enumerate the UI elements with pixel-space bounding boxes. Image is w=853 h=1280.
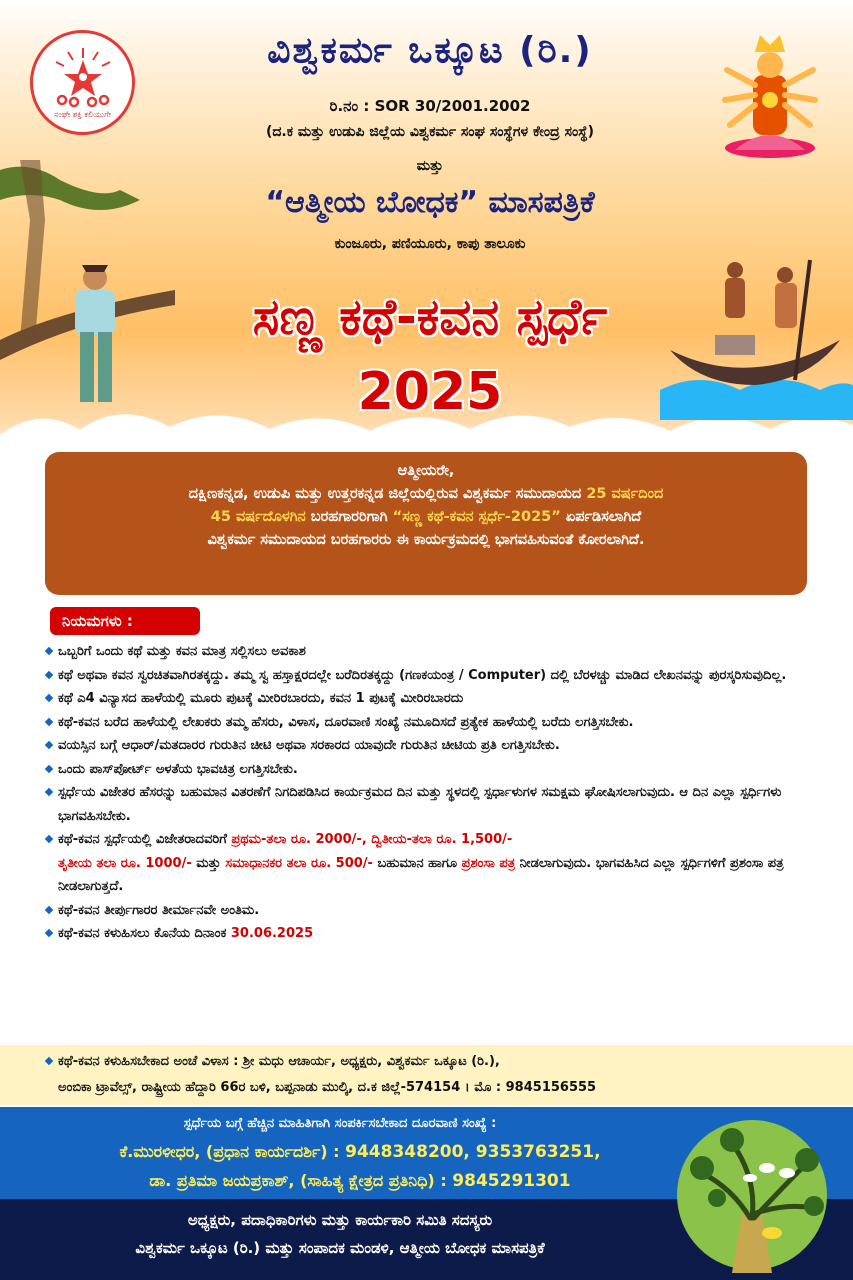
rule-item: ವಯಸ್ಸಿನ ಬಗ್ಗೆ ಆಧಾರ್/ಮತದಾರರ ಗುರುತಿನ ಚೀಟಿ ಅಥವಾ ಸರಕಾರದ ಯಾವುದೇ ಗುರುತಿನ ಚೀಟಿಯ ಪ್ರತಿ ಲಗತ್ತಿಸಬೇಕು. xyxy=(46,734,816,758)
intro-line-1-text: ದಕ್ಷಿಣಕನ್ನಡ, ಉಡುಪಿ ಮತ್ತು ಉತ್ತರಕನ್ನಡ ಜಿಲ್ಲೆಯಲ್ಲಿರುವ ವಿಶ್ವಕರ್ಮ ಸಮುದಾಯದ xyxy=(188,486,587,502)
contact-title: ಸ್ಪರ್ಧೆಯ ಬಗ್ಗೆ ಹೆಚ್ಚಿನ ಮಾಹಿತಿಗಾಗಿ ಸಂಪರ್ಕಿಸಬೇಕಾದ ದೂರವಾಣಿ ಸಂಖ್ಯೆ : xyxy=(183,1116,497,1131)
footer-line-1: ಅಧ್ಯಕ್ಷರು, ಪದಾಧಿಕಾರಿಗಳು ಮತ್ತು ಕಾರ್ಯಕಾರಿ ಸಮಿತಿ ಸದಸ್ಯರು xyxy=(187,1211,493,1229)
intro-line-2 xyxy=(63,506,789,529)
logo-motto: ಸಂಘೇ ಶಕ್ತಿ ಕಲಿಯುಗೇ xyxy=(53,109,112,119)
prizes-and: ಮತ್ತು xyxy=(191,855,226,871)
intro-line-3: ವಿಶ್ವಕರ್ಮ ಸಮುದಾಯದ ಬರಹಗಾರರು ಈ ಕಾರ್ಯಕ್ರಮದಲ್ಲಿ ಭಾಗವಹಿಸುವಂತೆ ಕೋರಲಾಗಿದೆ. xyxy=(207,532,645,548)
rule-item: ಒಬ್ಬರಿಗೆ ಒಂದು ಕಥೆ ಮತ್ತು ಕವನ ಮಾತ್ರ ಸಲ್ಲಿಸಲು ಅವಕಾಶ xyxy=(46,640,816,664)
magazine-name: “ಆತ್ಮೀಯ ಬೋಧಕ” ಮಾಸಪತ್ರಿಕೆ xyxy=(265,185,595,220)
prizes-intro: ಕಥೆ-ಕವನ ಸ್ಪರ್ಧೆಯಲ್ಲಿ ವಿಜೇತರಾದವರಿಗೆ xyxy=(58,832,232,847)
rule-item-prizes xyxy=(46,828,816,899)
rules-list xyxy=(46,640,816,946)
intro-age-to: 45 ವರ್ಷದೊಳಗಿನ xyxy=(210,509,306,525)
contact-2-phone: 9845291301 xyxy=(452,1171,571,1191)
intro-age-from: 25 ವರ್ಷದಿಂದ xyxy=(586,486,664,502)
intro-line-1 xyxy=(63,483,789,506)
and-word: ಮತ್ತು xyxy=(416,158,444,174)
prize-third: ತೃತೀಯ ತಲಾ ರೂ. 1000/- xyxy=(58,855,192,871)
contact-2-name: ಡಾ. ಪ್ರತಿಮಾ ಜಯಪ್ರಕಾಶ್, (ಸಾಹಿತ್ಯ ಕ್ಷೇತ್ರದ ಪ್ರತಿನಿಧಿ) : xyxy=(149,1171,453,1190)
prize-first-second: ಪ್ರಥಮ-ತಲಾ ರೂ. 2000/-, ದ್ವಿತೀಯ-ತಲಾ ರೂ. 1,500/- xyxy=(231,832,513,847)
contest-year: 2025 xyxy=(357,362,503,422)
org-name: ವಿಶ್ವಕರ್ಮ ಒಕ್ಕೂಟ (ರಿ.) xyxy=(267,30,593,71)
prize-consolation: ಸಮಾಧಾನಕರ ತಲಾ ರೂ. 500/- xyxy=(225,855,373,871)
deity-illustration-icon xyxy=(715,30,825,160)
contact-1-name: ಕೆ.ಮುರಳೀಧರ, (ಪ್ರಧಾನ ಕಾರ್ಯದರ್ಶಿ) : xyxy=(119,1142,346,1161)
rule-item: ಕಥೆ-ಕವನ ಬರೆದ ಹಾಳೆಯಲ್ಲಿ ಲೇಖಕರು ತಮ್ಮ ಹೆಸರು, ವಿಳಾಸ, ದೂರವಾಣಿ ಸಂಖ್ಯೆ ನಮೂದಿಸದೆ ಪ್ರತ್ಯೇಕ ಹಾಳೆಯಲ್ಲಿ ಬರೆದು ಲಗತ್ತಿಸಬೇಕು. xyxy=(46,711,816,735)
address-line-1: ಕಥೆ-ಕವನ ಕಳುಹಿಸಬೇಕಾದ ಅಂಚೆ ವಿಳಾಸ : ಶ್ರೀ ಮಧು ಆಚಾರ್ಯ, ಅಧ್ಯಕ್ಷರು, ವಿಶ್ವಕರ್ಮ ಒಕ್ಕೂಟ (ರಿ.), xyxy=(58,1054,500,1069)
rule-item: ಕಥೆ ಅಥವಾ ಕವನ ಸ್ವರಚಿತವಾಗಿರತಕ್ಕದ್ದು. ತಮ್ಮ ಸ್ವ ಹಸ್ತಾಕ್ಷರದಲ್ಲೇ ಬರೆದಿರತಕ್ಕದ್ದು (ಗಣಕಯಂತ್ರ / Computer) ದಲ್ಲಿ ಬೆರಳಚ್ಚು ಮಾಡಿದ ಲೇಖನವನ್ನು ಪುರಸ್ಕರಿಸುವುದಿಲ್ಲ. xyxy=(46,664,816,688)
contact-row-1 xyxy=(40,1142,680,1162)
org-description: (ದ.ಕ ಮತ್ತು ಉಡುಪಿ ಜಿಲ್ಲೆಯ ವಿಶ್ವಕರ್ಮ ಸಂಘ ಸಂಸ್ಥೆಗಳ ಕೇಂದ್ರ ಸಂಸ್ಥೆ) xyxy=(265,124,595,140)
intro-line-2-text: ಬರಹಗಾರರಿಗಾಗಿ xyxy=(305,509,393,525)
registration-number: ರಿ.ನಂ : SOR 30/2001.2002 xyxy=(329,97,531,115)
intro-contest-name: “ಸಣ್ಣ ಕಥೆ-ಕವನ ಸ್ಪರ್ಧೆ-2025” xyxy=(392,509,561,525)
contest-title: ಸಣ್ಣ ಕಥೆ-ಕವನ ಸ್ಪರ್ಧೆ xyxy=(252,288,608,346)
tree-birds-illustration-icon xyxy=(672,1118,832,1273)
rule-item: ಒಂದು ಪಾಸ್‌ಪೋರ್ಟ್ ಅಳತೆಯ ಭಾವಚಿತ್ರ ಲಗತ್ತಿಸಬೇಕು. xyxy=(46,758,816,782)
rule-item: ಕಥೆ ಎ4 ವಿನ್ಯಾಸದ ಹಾಳೆಯಲ್ಲಿ ಮೂರು ಪುಟಕ್ಕೆ ಮೀರಿರಬಾರದು, ಕವನ 1 ಪುಟಕ್ಕೆ ಮೀರಿರಬಾರದು xyxy=(46,687,816,711)
prizes-also: ಬಹುಮಾನ ಹಾಗೂ xyxy=(372,855,462,871)
rules-title: ನಿಯಮಗಳು : xyxy=(50,607,200,635)
intro-greeting: ಆತ್ಮೀಯರೇ, xyxy=(397,463,455,479)
deadline-date: 30.06.2025 xyxy=(230,926,314,941)
intro-line-2-end: ಏರ್ಪಡಿಸಲಾಗಿದೆ xyxy=(560,509,642,525)
logo-emblem-icon xyxy=(48,46,118,108)
magazine-place: ಕುಂಜೂರು, ಪಣಿಯೂರು, ಕಾಪು ತಾಲೂಕು xyxy=(334,236,526,252)
postal-address xyxy=(46,1049,836,1101)
deadline-label: ಕಥೆ-ಕವನ ಕಳುಹಿಸಲು ಕೊನೆಯ ದಿನಾಂಕ xyxy=(58,926,231,941)
prize-certificate: ಪ್ರಶಂಸಾ ಪತ್ರ xyxy=(461,855,516,871)
footer-line-2: ವಿಶ್ವಕರ್ಮ ಒಕ್ಕೂಟ (ರಿ.) ಮತ್ತು ಸಂಪಾದಕ ಮಂಡಳಿ, ಆತ್ಮೀಯ ಬೋಧಕ ಮಾಸಪತ್ರಿಕೆ xyxy=(135,1239,545,1257)
org-logo xyxy=(30,30,135,135)
rule-item: ಕಥೆ-ಕವನ ತೀರ್ಪುಗಾರರ ತೀರ್ಮಾನವೇ ಅಂತಿಮ. xyxy=(46,899,816,923)
contact-1-phone: 9448348200, 9353763251, xyxy=(345,1142,601,1162)
contact-row-2 xyxy=(40,1171,680,1191)
address-line-2: ಅಂಬಿಕಾ ಟ್ರಾವೆಲ್ಸ್, ರಾಷ್ಟ್ರೀಯ ಹೆದ್ದಾರಿ 66ರ ಬಳಿ, ಬಪ್ಪನಾಡು ಮುಲ್ಕಿ, ದ.ಕ ಜಿಲ್ಲೆ-574154 । ಮೊ : 9845156555 xyxy=(58,1080,597,1095)
intro-box xyxy=(45,452,807,595)
prizes-end: ನೀಡಲಾಗುವುದು. ಭಾಗವಹಿಸಿದ ಎಲ್ಲಾ ಸ್ಪರ್ಧಿಗಳಿಗೆ ಪ್ರಶಂಸಾ ಪತ್ರ ನೀಡಲಾಗುತ್ತದೆ. xyxy=(58,855,784,894)
rule-item: ಸ್ಪರ್ಧೆಯ ವಿಜೇತರ ಹೆಸರನ್ನು ಬಹುಮಾನ ವಿತರಣೆಗೆ ನಿಗದಿಪಡಿಸಿದ ಕಾರ್ಯಕ್ರಮದ ದಿನ ಮತ್ತು ಸ್ಥಳದಲ್ಲಿ ಸ್ಪರ್ಧಾಳುಗಳ ಸಮಕ್ಷಮ ಘೋಷಿಸಲಾಗುವುದು. ಆ ದಿನ ಎಲ್ಲಾ ಸ್ಪರ್ಧಿಗಳು ಭಾಗವಹಿಸಬೇಕು. xyxy=(46,781,816,828)
rule-item-deadline xyxy=(46,922,816,946)
